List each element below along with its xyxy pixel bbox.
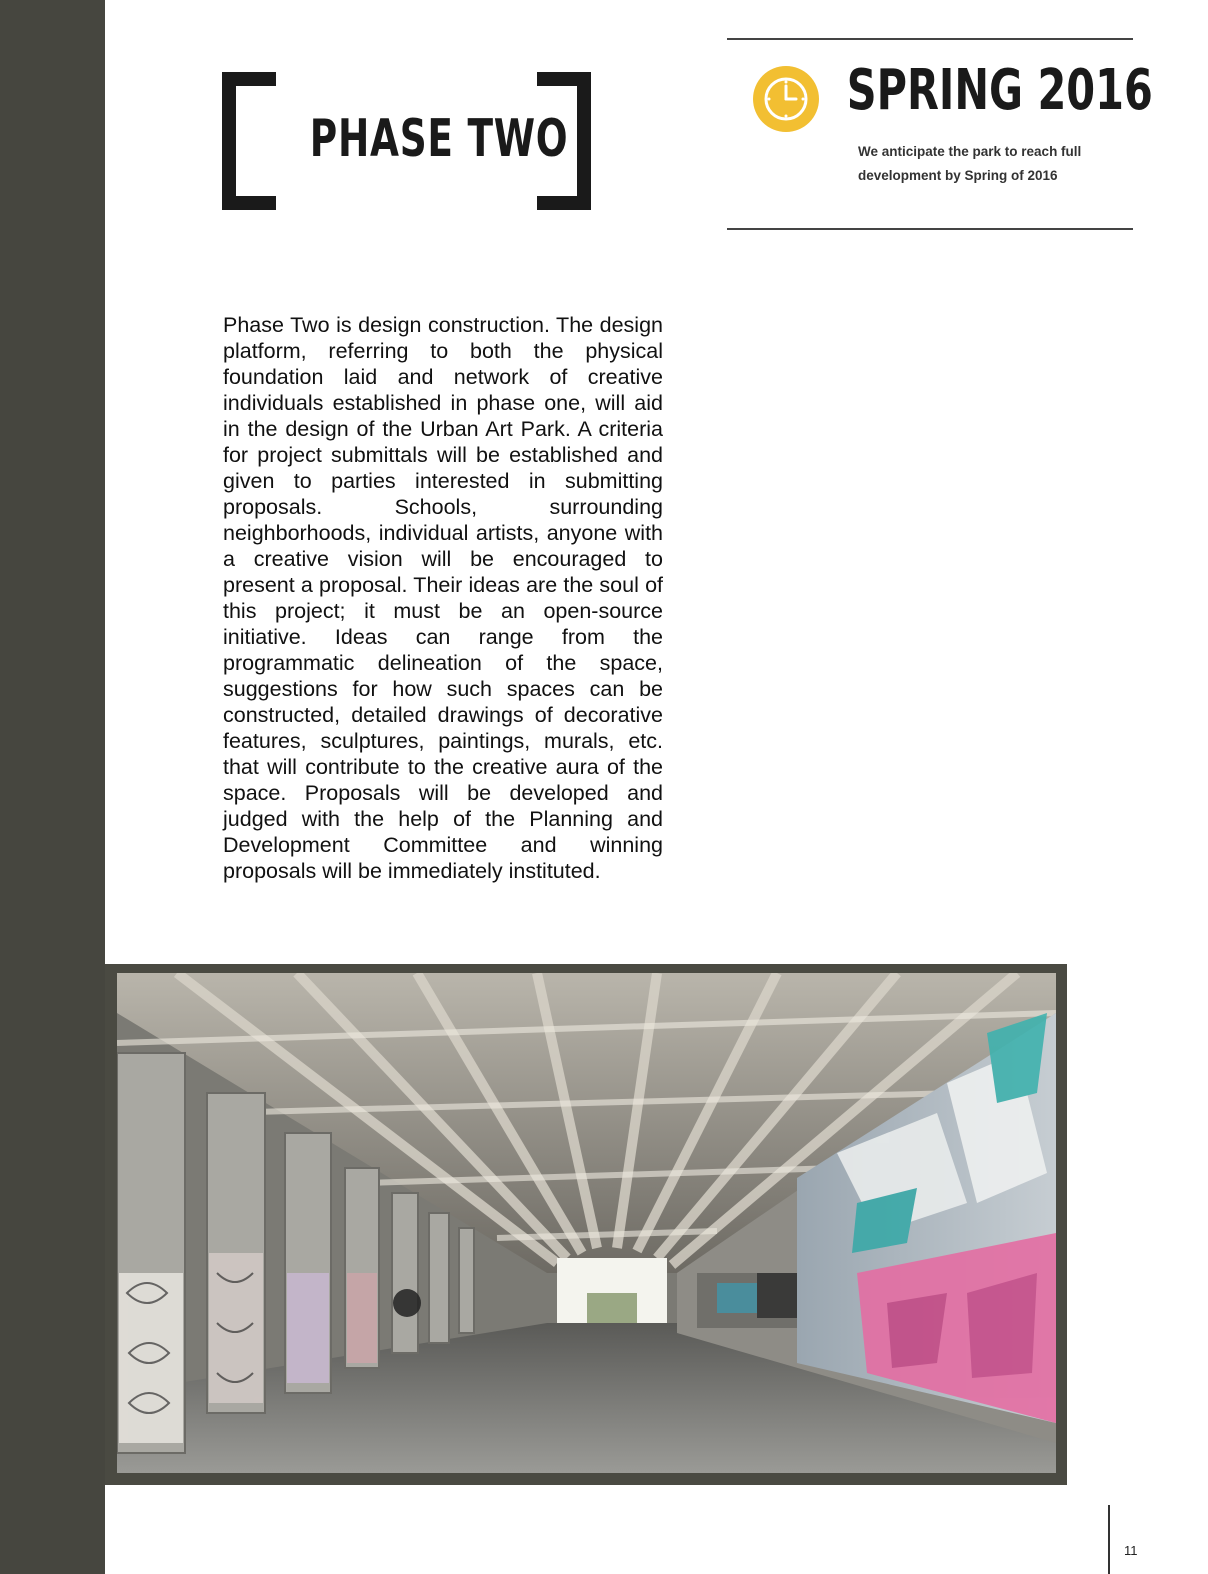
clock-icon	[753, 66, 819, 132]
spring-title: SPRING 2016	[846, 58, 1153, 123]
body-paragraph: Phase Two is design construction. The design platform, referring to both the physical foundation laid and network of creative individuals established in phase one, will aid in the design of the Urban Art Park. A criteria for project submittals will be established and given to parties interested in submitting proposals. Schools, surrounding neighborhoods, individual artists, anyone with a creative vision will be encouraged to present a proposal. Their ideas are the soul of this project; it must be an open-source initiative. Ideas can range from the programmatic delineation of the space, suggestions for how such spaces can be constructed, detailed drawings of decorative features, sculptures, paintings, murals, etc. that will contribute to the creative aura of the space. Proposals will be developed and judged with the help of the Planning and Development Committee and winning proposals will be immediately instituted.	[223, 313, 663, 883]
spring-box-top-rule	[727, 38, 1133, 40]
page-title: PHASE TWO	[309, 109, 569, 169]
spring-description: We anticipate the park to reach full development by Spring of 2016	[858, 144, 1082, 183]
left-bracket	[222, 72, 276, 210]
spring-box-bottom-rule	[727, 228, 1133, 230]
page-number-rule	[1108, 1505, 1110, 1574]
right-bracket	[537, 72, 591, 210]
page-number: 11	[1124, 1543, 1138, 1558]
side-bar	[0, 0, 105, 1574]
underpass-graffiti-photo	[117, 973, 1056, 1473]
